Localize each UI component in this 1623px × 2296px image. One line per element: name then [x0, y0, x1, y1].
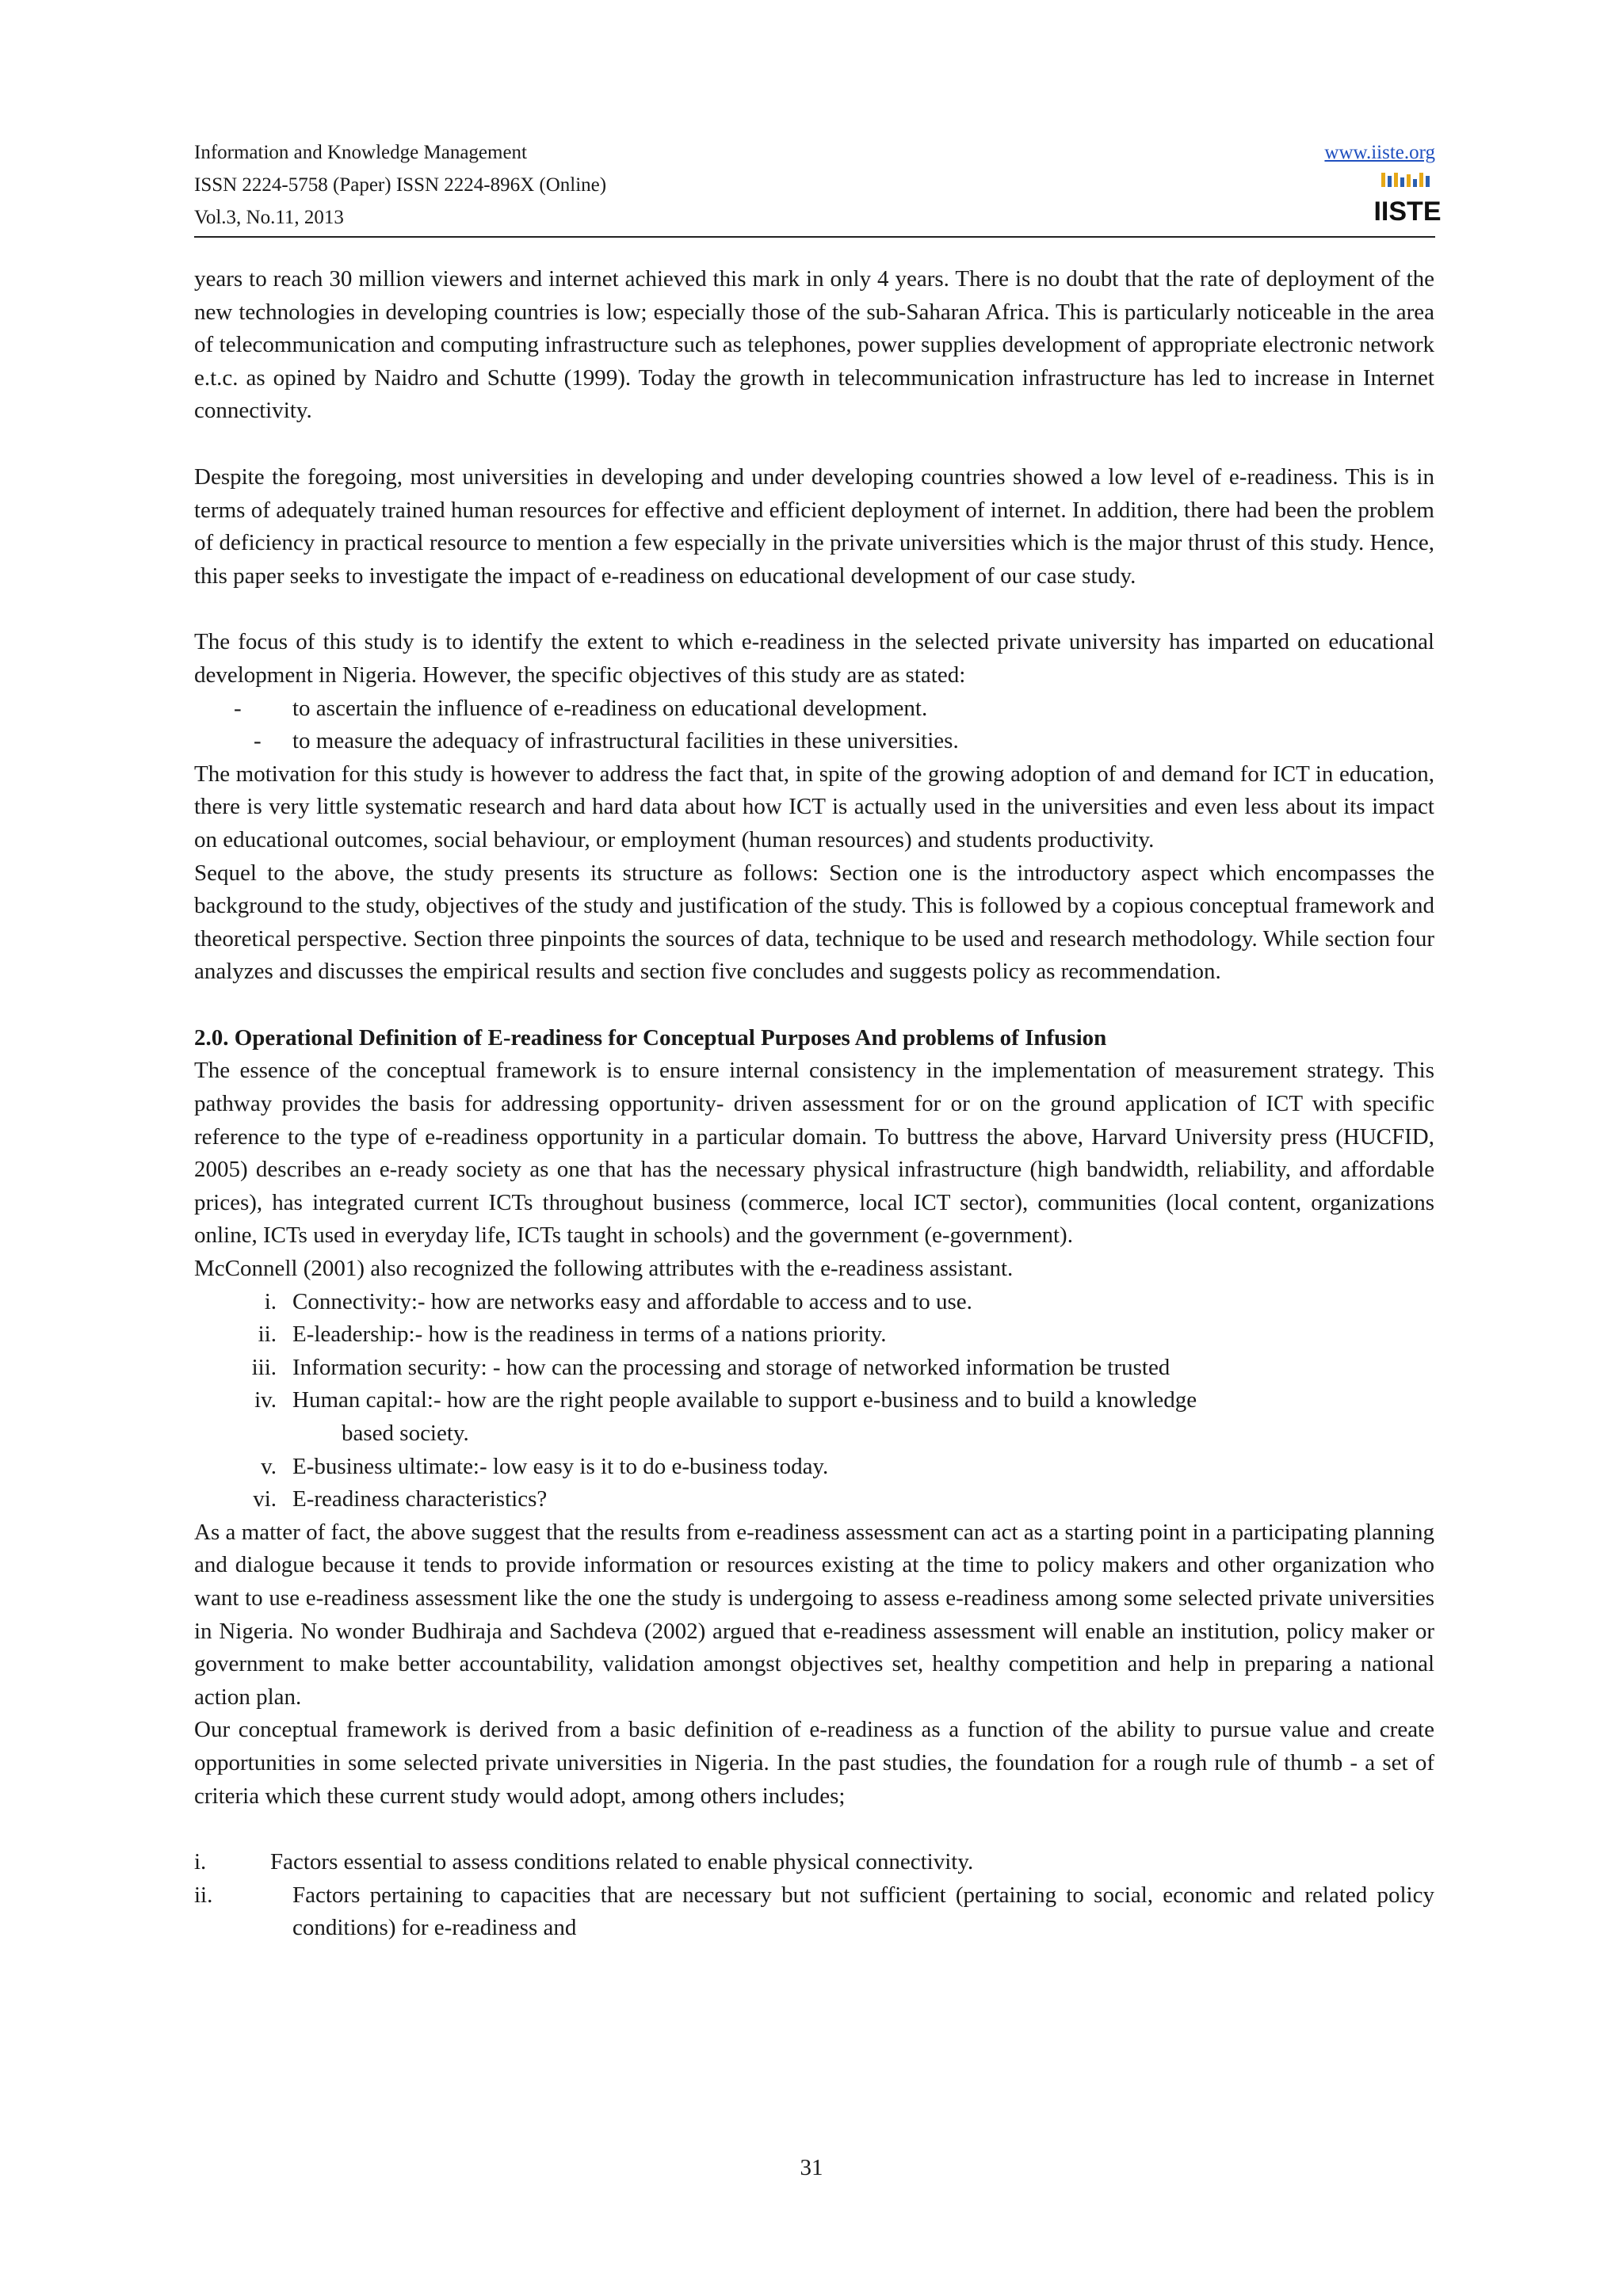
- svg-text:IISTE: IISTE: [1373, 196, 1442, 227]
- section-heading: 2.0. Operational Definition of E-readiness for Conceptual Purposes And problems of Infusion: [194, 1024, 1107, 1051]
- list-text-continuation: based society.: [342, 1421, 469, 1446]
- paragraph: Despite the foregoing, most universities in developing and under developing countries showed a low level of e-readiness. This is in terms of adequately trained human resources for effective and efficient deployment of internet. In addition, there had been the problem of deficiency in practical resource to mention a few especially in the private universities which is the major thrust of this study. Hence, this paper seeks to investigate the impact of e-readiness on educational development of our case study.: [194, 463, 1434, 589]
- iiste-logo: [1373, 171, 1442, 227]
- list-marker: ii.: [194, 1882, 213, 1908]
- attribute-item: [194, 1451, 1434, 1484]
- header-rule: [194, 236, 1435, 238]
- list-text: Factors pertaining to capacities that are necessary but not sufficient (pertaining to social, economic and related policy conditions) for e-readiness and: [292, 1882, 1434, 1941]
- volume-line: Vol.3, No.11, 2013: [194, 207, 344, 228]
- list-text: to ascertain the influence of e-readiness on educational development.: [292, 695, 928, 721]
- journal-title: Information and Knowledge Management: [194, 142, 528, 163]
- journal-url-link[interactable]: www.iiste.org: [1324, 142, 1435, 163]
- list-text: Factors essential to assess conditions related to enable physical connectivity.: [270, 1849, 974, 1875]
- paragraph: Sequel to the above, the study presents its structure as follows: Section one is the introductory aspect which encompasses the background to the study, objectives of the study and justification of the study. This is followed by a copious conceptual framework and theoretical perspective. Section three pinpoints the sources of data, technique to be used and research methodology. While section four analyzes and discusses the empirical results and section five concludes and suggests policy as recommendation.: [194, 860, 1434, 985]
- list-marker: i.: [194, 1849, 207, 1875]
- attribute-item: [194, 1352, 1434, 1385]
- paragraph: McConnell (2001) also recognized the following attributes with the e-readiness assistant.: [194, 1256, 1014, 1282]
- paragraph: The motivation for this study is however to address the fact that, in spite of the growing adoption of and demand for ICT in education, there is very little systematic research and hard data about how ICT is actually used in the universities and even less about its impact on educational outcomes, social behaviour, or employment (human resources) and students productivity.: [194, 761, 1434, 852]
- list-marker: v.: [261, 1453, 277, 1479]
- criteria-item: [194, 1879, 1434, 1945]
- attribute-item: [194, 1384, 1434, 1450]
- paragraph: The essence of the conceptual framework is to ensure internal consistency in the implementation of measurement strategy. This pathway provides the basis for addressing opportunity- driven assessment for or on the ground application of ICT with specific reference to the type of e-readiness opportunity in a particular domain. To buttress the above, Harvard University press (HUCFID, 2005) describes an e-ready society as one that has the necessary physical infrastructure (high bandwidth, reliability, and affordable prices), has integrated current ICTs throughout business (commerce, local ICT sector), communities (local content, organizations online, ICTs used in everyday life, ICTs taught in schools) and the government (e-government).: [194, 1058, 1434, 1249]
- criteria-item: [194, 1846, 1434, 1879]
- attribute-item: [194, 1318, 1434, 1352]
- list-marker: i.: [264, 1288, 277, 1314]
- list-text: E-readiness characteristics?: [292, 1486, 548, 1512]
- issn-line: ISSN 2224-5758 (Paper) ISSN 2224-896X (Online): [194, 174, 607, 196]
- list-text: Connectivity:- how are networks easy and affordable to access and to use.: [292, 1288, 972, 1314]
- list-marker: vi.: [253, 1486, 277, 1512]
- attribute-item: [194, 1286, 1434, 1319]
- list-text: Human capital:- how are the right people available to support e-business and to build a knowledge: [292, 1387, 1197, 1413]
- list-marker: -: [234, 695, 242, 721]
- objective-item: [194, 725, 1434, 758]
- paragraph: As a matter of fact, the above suggest that the results from e-readiness assessment can act as a starting point in a participating planning and dialogue because it tends to provide information or resources existing at the time to policy makers and other organization who want to use e-readiness assessment like the one the study is undergoing to assess e-readiness among some selected private universities in Nigeria. No wonder Budhiraja and Sachdeva (2002) argued that e-readiness assessment will enable an institution, policy maker or government to make better accountability, validation amongst objectives set, healthy competition and help in preparing a national action plan.: [194, 1519, 1434, 1710]
- list-text: to measure the adequacy of infrastructural facilities in these universities.: [292, 728, 959, 754]
- article-body: [194, 263, 1434, 1945]
- list-text: E-leadership:- how is the readiness in terms of a nations priority.: [292, 1322, 887, 1348]
- objective-item: [194, 692, 1434, 726]
- list-marker: iii.: [251, 1354, 277, 1380]
- list-marker: iv.: [254, 1387, 277, 1413]
- list-text: E-business ultimate:- low easy is it to do e-business today.: [292, 1453, 829, 1479]
- page-number: 31: [800, 2155, 823, 2180]
- paragraph: Our conceptual framework is derived from a basic definition of e-readiness as a function of the ability to pursue value and create opportunities in some selected private universities in Nigeria. In the past studies, the foundation for a rough rule of thumb - a set of criteria which these current study would adopt, among others includes;: [194, 1717, 1434, 1809]
- attribute-item: [194, 1483, 1434, 1516]
- paragraph: The focus of this study is to identify the extent to which e-readiness in the selected private university has imparted on educational development in Nigeria. However, the specific objectives of this study are as stated:: [194, 629, 1434, 688]
- list-text: Information security: - how can the processing and storage of networked information be trusted: [292, 1354, 1170, 1380]
- list-marker: -: [254, 728, 262, 754]
- list-marker: ii.: [258, 1322, 277, 1348]
- paragraph: years to reach 30 million viewers and internet achieved this mark in only 4 years. There is no doubt that the rate of deployment of the new technologies in developing countries is low; especially those of the sub-Saharan Africa. This is particularly noticeable in the area of telecommunication and computing infrastructure such as telephones, power supplies development of appropriate electronic network e.t.c. as opined by Naidro and Schutte (1999). Today the growth in telecommunication infrastructure has led to increase in Internet connectivity.: [194, 266, 1434, 424]
